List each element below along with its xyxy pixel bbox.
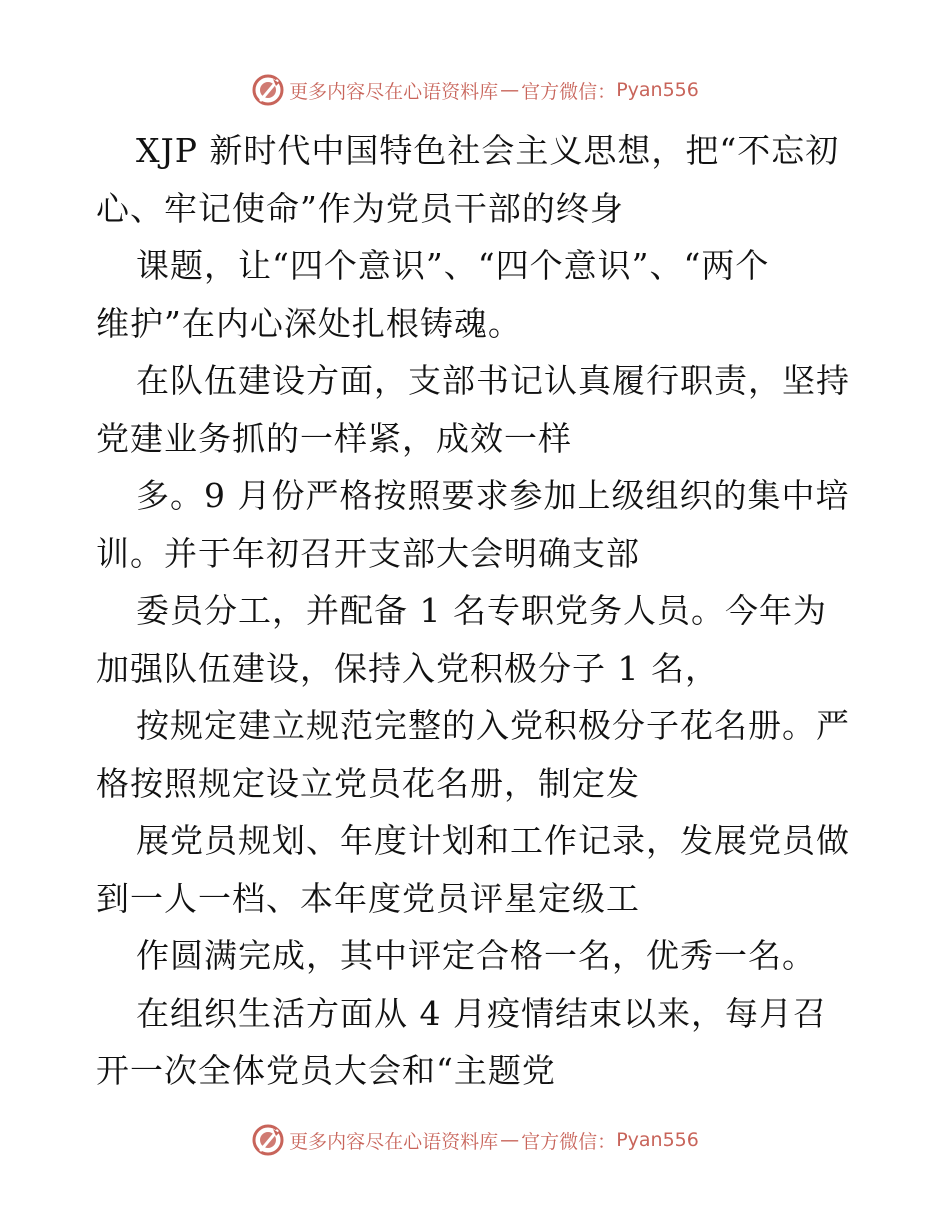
text-line: 到一人一档、本年度党员评星定级工 xyxy=(96,878,640,918)
watermark-label: 官方微信： xyxy=(521,1130,617,1153)
watermark-separator: — xyxy=(500,79,520,101)
text-line: 加强队伍建设，保持入党积极分子 1 名， xyxy=(96,648,719,688)
text-line: 维护”在内心深处扎根铸魂。 xyxy=(96,303,522,343)
document-body xyxy=(96,122,856,1100)
text-line: 课题，让“四个意识”、“四个意识”、“两个 xyxy=(136,246,770,285)
footer-watermark xyxy=(0,1120,950,1160)
watermark-id: Pyan556 xyxy=(616,1129,699,1151)
text-line: 训。并于年初召开支部大会明确支部 xyxy=(96,533,640,573)
text-line: 格按照规定设立党员花名册，制定发 xyxy=(96,763,640,803)
text-line: 展党员规划、年度计划和工作记录，发展党员做 xyxy=(136,821,850,860)
watermark-label: 官方微信： xyxy=(521,80,617,103)
watermark-separator: — xyxy=(500,1129,520,1151)
text-line: 多。9 月份严格按照要求参加上级组织的集中培 xyxy=(136,476,850,515)
watermark-title: 更多内容尽在心语资料库 xyxy=(289,1130,499,1153)
text-line: 作圆满完成，其中评定合格一名，优秀一名。 xyxy=(136,936,816,975)
text-line: 委员分工，并配备 1 名专职党务人员。今年为 xyxy=(136,591,827,630)
logo-icon xyxy=(251,73,285,107)
text-line: 开一次全体党员大会和“主题党 xyxy=(96,1051,556,1090)
header-watermark xyxy=(0,70,950,110)
text-line: XJP 新时代中国特色社会主义思想，把“不忘初 xyxy=(136,131,840,170)
text-line: 在组织生活方面从 4 月疫情结束以来，每月召 xyxy=(136,993,827,1033)
text-line: 心、牢记使命”作为党员干部的终身 xyxy=(96,188,624,228)
watermark-id: Pyan556 xyxy=(616,79,699,101)
text-line: 按规定建立规范完整的入党积极分子花名册。严 xyxy=(136,706,850,745)
logo-icon xyxy=(251,1123,285,1157)
text-line: 党建业务抓的一样紧，成效一样 xyxy=(96,418,572,458)
watermark-title: 更多内容尽在心语资料库 xyxy=(289,80,499,103)
text-line: 在队伍建设方面，支部书记认真履行职责，坚持 xyxy=(136,361,850,400)
